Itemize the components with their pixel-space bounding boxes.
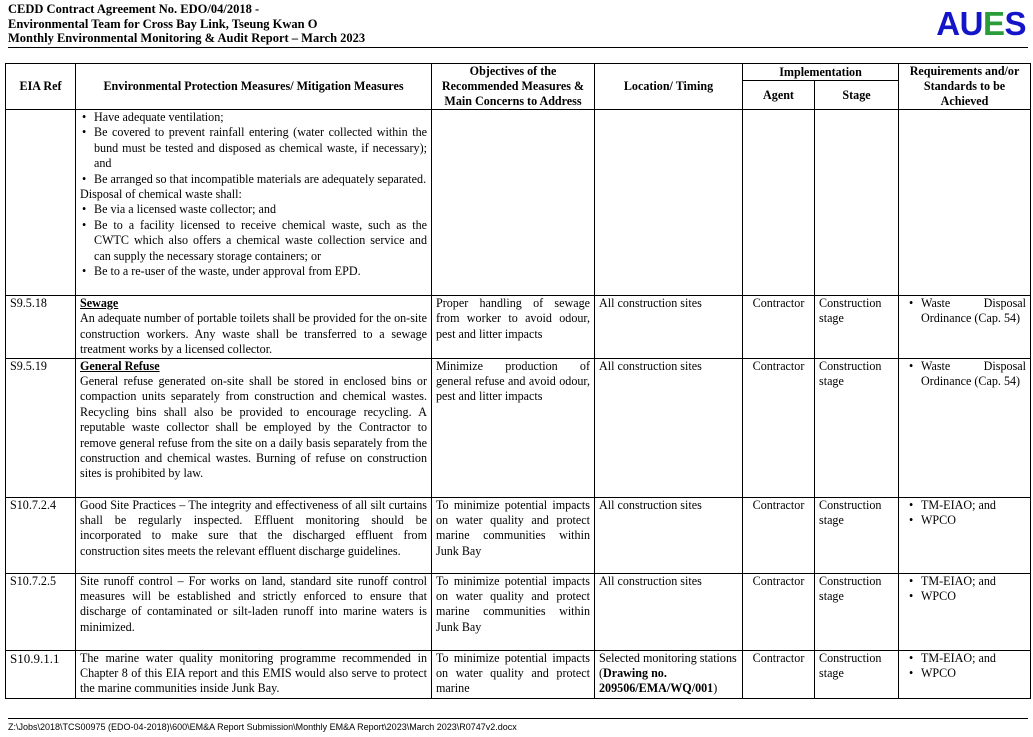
footer-divider <box>8 718 1028 719</box>
stage-cell <box>815 110 899 296</box>
requirements-cell <box>899 573 1031 650</box>
header-requirements: Requirements and/or Standards to be Achieved <box>899 64 1031 110</box>
stage-cell: Construction stage <box>815 296 899 359</box>
header-agent: Agent <box>743 81 815 110</box>
agent-cell <box>743 110 815 296</box>
list-item: • Be covered to prevent rainfall entering (water collected within the bund must be tested and disposed as chemical waste, if necessary); and <box>80 125 427 171</box>
page-header <box>8 2 1028 48</box>
contract-line: CEDD Contract Agreement No. EDO/04/2018 - <box>8 2 260 16</box>
location-cell: All construction sites <box>595 497 743 573</box>
list-item: • Have adequate ventilation; <box>80 110 427 125</box>
header-measures: Environmental Protection Measures/ Mitigation Measures <box>76 64 432 110</box>
measures-cell: Good Site Practices – The integrity and effectiveness of all silt curtains shall be regularly inspected. Effluent monitoring should be incorporated to make sure that the discharged effluent from construction sites meets the relevant effluent discharge guidelines. <box>76 497 432 573</box>
header-location: Location/ Timing <box>595 64 743 110</box>
chemical-storage-list <box>80 110 427 187</box>
measures-cell: The marine water quality monitoring programme recommended in Chapter 8 of this EIA report and this EMIS would also serve to protect the marine communities inside Junk Bay. <box>76 650 432 698</box>
agent-cell: Contractor <box>743 296 815 359</box>
requirements-cell <box>899 650 1031 698</box>
objective-cell: To minimize potential impacts on water quality and protect marine <box>432 650 595 698</box>
list-item: • TM-EIAO; and <box>903 574 1026 589</box>
measures-cell <box>76 358 432 497</box>
measures-cell: Site runoff control – For works on land, standard site runoff control measures will be established and strictly enforced to ensure that discharge of contaminated or silt-laden runoff into marine waters is minimized. <box>76 573 432 650</box>
chemical-disposal-list <box>80 202 427 279</box>
requirements-cell <box>899 296 1031 359</box>
table-row <box>6 358 1031 497</box>
agent-cell: Contractor <box>743 497 815 573</box>
objective-cell: To minimize potential impacts on water quality and protect marine communities within Junk Bay <box>432 497 595 573</box>
measure-text: General refuse generated on-site shall be stored in enclosed bins or compaction units separately from construction and chemical wastes. Recycling bins shall also be provided to encourage recycling. A reputable waste collector shall be employed by the Contractor to remove general refuse from the site on a daily basis separately from the construction and chemical wastes. Burning of refuse on construction sites is prohibited by law. <box>80 374 427 481</box>
measure-title: General Refuse <box>80 358 160 373</box>
objective-cell: Proper handling of sewage from worker to avoid odour, pest and litter impacts <box>432 296 595 359</box>
table-row <box>6 650 1031 698</box>
location-cell <box>595 110 743 296</box>
measure-text: Disposal of chemical waste shall: <box>80 187 242 202</box>
eia-ref-cell: S9.5.18 <box>6 296 76 359</box>
table-row <box>6 296 1031 359</box>
team-line: Environmental Team for Cross Bay Link, Tseung Kwan O <box>8 16 318 31</box>
requirements-list <box>903 296 1026 327</box>
table-row <box>6 573 1031 650</box>
stage-cell: Construction stage <box>815 650 899 698</box>
mitigation-measures-table <box>5 63 1031 699</box>
header-objectives: Objectives of the Recommended Measures & Main Concerns to Address <box>432 64 595 110</box>
eia-ref-cell <box>6 110 76 296</box>
location-suffix: ) <box>713 681 718 696</box>
drawing-reference: Drawing no. 209506/EMA/WQ/001 <box>599 666 714 696</box>
requirements-cell <box>899 358 1031 497</box>
agent-cell: Contractor <box>743 650 815 698</box>
header-implementation: Implementation <box>743 64 899 81</box>
list-item: • Be via a licensed waste collector; and <box>80 202 427 217</box>
location-cell: All construction sites <box>595 573 743 650</box>
header-divider <box>8 47 1028 48</box>
eia-ref-cell: S10.7.2.5 <box>6 573 76 650</box>
requirements-cell <box>899 110 1031 296</box>
agent-cell: Contractor <box>743 573 815 650</box>
logo-part-e: E <box>982 5 1005 42</box>
eia-ref-cell: S10.9.1.1 <box>6 650 76 698</box>
location-cell: All construction sites <box>595 358 743 497</box>
agent-cell: Contractor <box>743 358 815 497</box>
list-item: • Waste Disposal Ordinance (Cap. 54) <box>903 296 1026 327</box>
location-text: Selected monitoring stations ( <box>599 650 737 681</box>
list-item: • Be arranged so that incompatible materials are adequately separated. <box>80 172 427 187</box>
list-item: • WPCO <box>903 666 1026 681</box>
aues-logo <box>936 6 1026 42</box>
requirements-list <box>903 498 1026 529</box>
file-path-footer: Z:\Jobs\2018\TCS00975 (EDO-04-2018)\600\EM&A Report Submission\Monthly EM&A Report\2023\March 2023\R0747v2.docx <box>8 722 517 732</box>
stage-cell: Construction stage <box>815 358 899 497</box>
table-row <box>6 497 1031 573</box>
measures-cell <box>76 110 432 296</box>
stage-cell: Construction stage <box>815 573 899 650</box>
stage-cell: Construction stage <box>815 497 899 573</box>
report-title-line: Monthly Environmental Monitoring & Audit Report – March 2023 <box>8 31 366 45</box>
logo-part-s: S <box>1004 5 1026 42</box>
header-stage: Stage <box>815 81 899 110</box>
header-eia-ref: EIA Ref <box>6 64 76 110</box>
objective-cell: To minimize potential impacts on water quality and protect marine communities within Junk Bay <box>432 573 595 650</box>
location-cell: All construction sites <box>595 296 743 359</box>
requirements-list <box>903 651 1026 682</box>
table-row <box>6 110 1031 296</box>
list-item: • TM-EIAO; and <box>903 651 1026 666</box>
location-cell <box>595 650 743 698</box>
measure-title: Sewage <box>80 296 119 310</box>
requirements-cell <box>899 497 1031 573</box>
measure-text: An adequate number of portable toilets shall be provided for the on-site construction workers. Any waste shall be transferred to a sewage treatment works by a licensed collector. <box>80 311 427 357</box>
measures-cell <box>76 296 432 359</box>
report-header-text <box>8 2 1028 46</box>
list-item: • Be to a re-user of the waste, under approval from EPD. <box>80 264 427 279</box>
list-item: • WPCO <box>903 513 1026 528</box>
requirements-list <box>903 359 1026 390</box>
eia-ref-cell: S9.5.19 <box>6 358 76 497</box>
list-item: • TM-EIAO; and <box>903 498 1026 513</box>
list-item: • Be to a facility licensed to receive chemical waste, such as the CWTC which also offers a chemical waste collection service and can supply the necessary storage containers; or <box>80 218 427 264</box>
requirements-list <box>903 574 1026 605</box>
list-item: • Waste Disposal Ordinance (Cap. 54) <box>903 359 1026 390</box>
logo-part-au: AU <box>936 5 983 42</box>
objective-cell: Minimize production of general refuse and avoid odour, pest and litter impacts <box>432 358 595 497</box>
list-item: • WPCO <box>903 589 1026 604</box>
eia-ref-cell: S10.7.2.4 <box>6 497 76 573</box>
objective-cell <box>432 110 595 296</box>
